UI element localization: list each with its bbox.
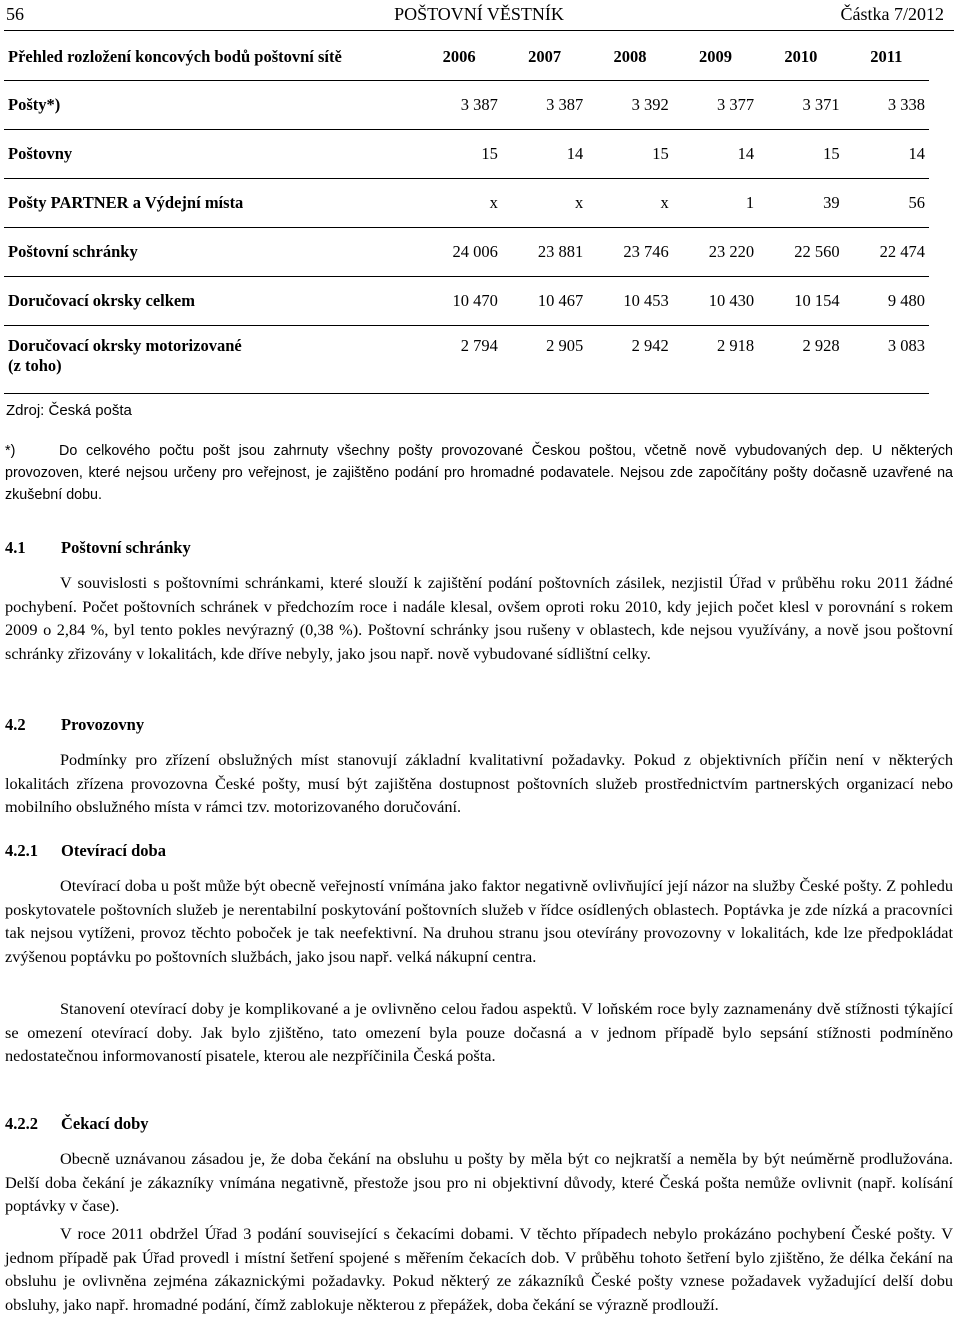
table-row — [4, 228, 929, 277]
cell-value: 22 560 — [758, 228, 843, 277]
paragraph — [5, 874, 953, 968]
cell-value: 39 — [758, 179, 843, 228]
paragraph — [5, 997, 953, 1068]
table-row — [4, 326, 929, 394]
cell-value: 10 430 — [673, 277, 758, 326]
section-number: 4.1 — [5, 538, 26, 557]
row-label: Poštovny — [4, 130, 416, 179]
section-number: 4.2 — [5, 715, 26, 734]
paragraph-text: V souvislosti s poštovními schránkami, které slouží k zajištění podání poštovních zásilek, nezjistil Úřad v průběhu roku 2011 žádné pochybení. Počet poštovních schránek v předchozím roce i nadále klesal, ovšem oproti roku 2010, kdy jejich počet klesl v porovnání s rokem 2009 o 2,84 %, byl tento pokles nevýrazný (0,38 %). Poštovní schránky jsou rušeny v oblastech, kde nejsou využívány, a nově jsou poštovní schránky zřizovány v lokalitách, kde dříve nebyly, jako jsou např. nově vybudované sídlištní celky. — [5, 573, 953, 663]
cell-value: 2 905 — [502, 326, 587, 394]
footnote-marker: *) — [5, 443, 16, 459]
table-row — [4, 179, 929, 228]
page-number: 56 — [6, 4, 24, 24]
year-header: 2010 — [758, 33, 843, 81]
cell-value: 3 392 — [587, 81, 672, 130]
source-note: Zdroj: Česká pošta — [6, 402, 132, 419]
page-header — [4, 0, 954, 31]
cell-value: 14 — [844, 130, 929, 179]
row-label: Doručovací okrsky celkem — [4, 277, 416, 326]
paragraph-text: Podmínky pro zřízení obslužných míst stanovují základní kvalitativní požadavky. Pokud z objektivních příčin není v některých lokalitách zřízena provozovna České pošty, musí být zajištěna dostupnost poštovních služeb prostřednictvím partnerských organizací nebo mobilního obslužného místa v rámci tzv. motorizovaného doručování. — [5, 750, 953, 816]
cell-value: 2 794 — [416, 326, 501, 394]
cell-value: 23 881 — [502, 228, 587, 277]
cell-value: 15 — [587, 130, 672, 179]
cell-value: x — [587, 179, 672, 228]
table-row — [4, 130, 929, 179]
row-label-line1: Doručovací okrsky motorizované — [8, 336, 242, 355]
cell-value: x — [502, 179, 587, 228]
row-label-line2: (z toho) — [8, 356, 62, 375]
cell-value: 24 006 — [416, 228, 501, 277]
cell-value: 15 — [416, 130, 501, 179]
table-row — [4, 277, 929, 326]
cell-value: 23 746 — [587, 228, 672, 277]
footnote — [5, 440, 953, 506]
cell-value: 2 942 — [587, 326, 672, 394]
table-row — [4, 81, 929, 130]
paragraph-text: Otevírací doba u pošt může být obecně veřejností vnímána jako faktor negativně ovlivňující její názor na služby České pošty. Z pohledu poskytovatele poštovních služeb je nerentabilní poskytování poštovních služeb v řídce osídlených oblastech. Poptávka je zde nízká a pracovníci tak nejsou vytíženi, provoz těchto poboček je tak neefektivní. Na druhou stranu jsou otevírány provozovny v lokalitách, kde lze předpokládat zvýšenou poptávku po poštovních službách, jako jsou např. velká nákupní centra. — [5, 876, 953, 966]
journal-title: POŠTOVNÍ VĚSTNÍK — [394, 4, 564, 24]
table-title: Přehled rozložení koncových bodů poštovní sítě — [4, 33, 416, 81]
network-endpoints-table — [4, 33, 929, 394]
row-label: Pošty*) — [4, 81, 416, 130]
paragraph-text: V roce 2011 obdržel Úřad 3 podání související s čekacími dobami. V těchto případech nebylo prokázáno pochybení České pošty. V jednom případě pak Úřad provedl i místní šetření spojené s měřením čekacích dob. V průběhu tohoto šetření bylo zjištěno, že délka čekání na obsluhu je ovlivněna zejména zákaznickými požadavky. Pokud některý ze zákazníků České pošty vznese požadavek vyžadující delší dobu obsluhy, jako např. hromadné podání, čímž zablokuje některou z přepážek, doba čekání se výrazně prodlouží. — [5, 1224, 953, 1314]
row-label — [4, 326, 416, 394]
cell-value: 23 220 — [673, 228, 758, 277]
cell-value: 14 — [502, 130, 587, 179]
paragraph — [5, 1147, 953, 1218]
row-label: Pošty PARTNER a Výdejní místa — [4, 179, 416, 228]
paragraph — [5, 1222, 953, 1316]
year-header: 2011 — [844, 33, 929, 81]
cell-value: 3 387 — [502, 81, 587, 130]
section-title: Čekací doby — [61, 1114, 149, 1133]
section-title: Provozovny — [61, 715, 145, 734]
paragraph-text: Obecně uznávanou zásadou je, že doba čekání na obsluhu u pošty by měla být co nejkratší a neměla by být neúměrně prodlužována. Delší doba čekání je zákazníky vnímána negativně, přestože jsou pro ni objektivní důvody, které Česká pošta nemůže ovlivnit (např. kolísání poptávky v čase). — [5, 1149, 953, 1215]
table-header-row — [4, 33, 929, 81]
cell-value: 10 154 — [758, 277, 843, 326]
cell-value: 10 453 — [587, 277, 672, 326]
section-title: Otevírací doba — [61, 841, 166, 860]
cell-value: 9 480 — [844, 277, 929, 326]
cell-value: 2 918 — [673, 326, 758, 394]
cell-value: 10 467 — [502, 277, 587, 326]
year-header: 2006 — [416, 33, 501, 81]
cell-value: 14 — [673, 130, 758, 179]
section-heading-4-2-1 — [5, 841, 166, 861]
row-label: Poštovní schránky — [4, 228, 416, 277]
cell-value: x — [416, 179, 501, 228]
section-heading-4-2-2 — [5, 1114, 149, 1134]
cell-value: 10 470 — [416, 277, 501, 326]
issue-label: Částka 7/2012 — [840, 4, 944, 24]
year-header: 2007 — [502, 33, 587, 81]
cell-value: 22 474 — [844, 228, 929, 277]
cell-value: 3 083 — [844, 326, 929, 394]
cell-value: 3 371 — [758, 81, 843, 130]
cell-value: 3 387 — [416, 81, 501, 130]
cell-value: 56 — [844, 179, 929, 228]
year-header: 2009 — [673, 33, 758, 81]
year-header: 2008 — [587, 33, 672, 81]
cell-value: 3 338 — [844, 81, 929, 130]
cell-value: 2 928 — [758, 326, 843, 394]
section-number: 4.2.1 — [5, 841, 38, 860]
section-heading-4-2 — [5, 715, 144, 735]
section-title: Poštovní schránky — [61, 538, 191, 557]
paragraph — [5, 748, 953, 819]
paragraph-text: Stanovení otevírací doby je komplikované a je ovlivněno celou řadou aspektů. V loňském roce byly zaznamenány dvě stížnosti týkající se omezení otevírací doby. Jak bylo zjištěno, tato omezení byla pouze dočasná a v jednom případě bylo sepsání stížnosti podmíněno nedostatečnou informovaností pisatele, kterou ale nezpříčinila Česká pošta. — [5, 999, 953, 1065]
paragraph — [5, 571, 953, 665]
section-heading-4-1 — [5, 538, 191, 558]
cell-value: 15 — [758, 130, 843, 179]
section-number: 4.2.2 — [5, 1114, 38, 1133]
cell-value: 1 — [673, 179, 758, 228]
cell-value: 3 377 — [673, 81, 758, 130]
footnote-text: Do celkového počtu pošt jsou zahrnuty všechny pošty provozované Českou poštou, včetně nově vybudovaných dep. U některých provozoven, které nejsou určeny pro veřejnost, je zajištěno podání pro hromadné podavatele. Nejsou zde započítány pošty dočasně uzavřené na zkušební dobu. — [5, 443, 953, 503]
